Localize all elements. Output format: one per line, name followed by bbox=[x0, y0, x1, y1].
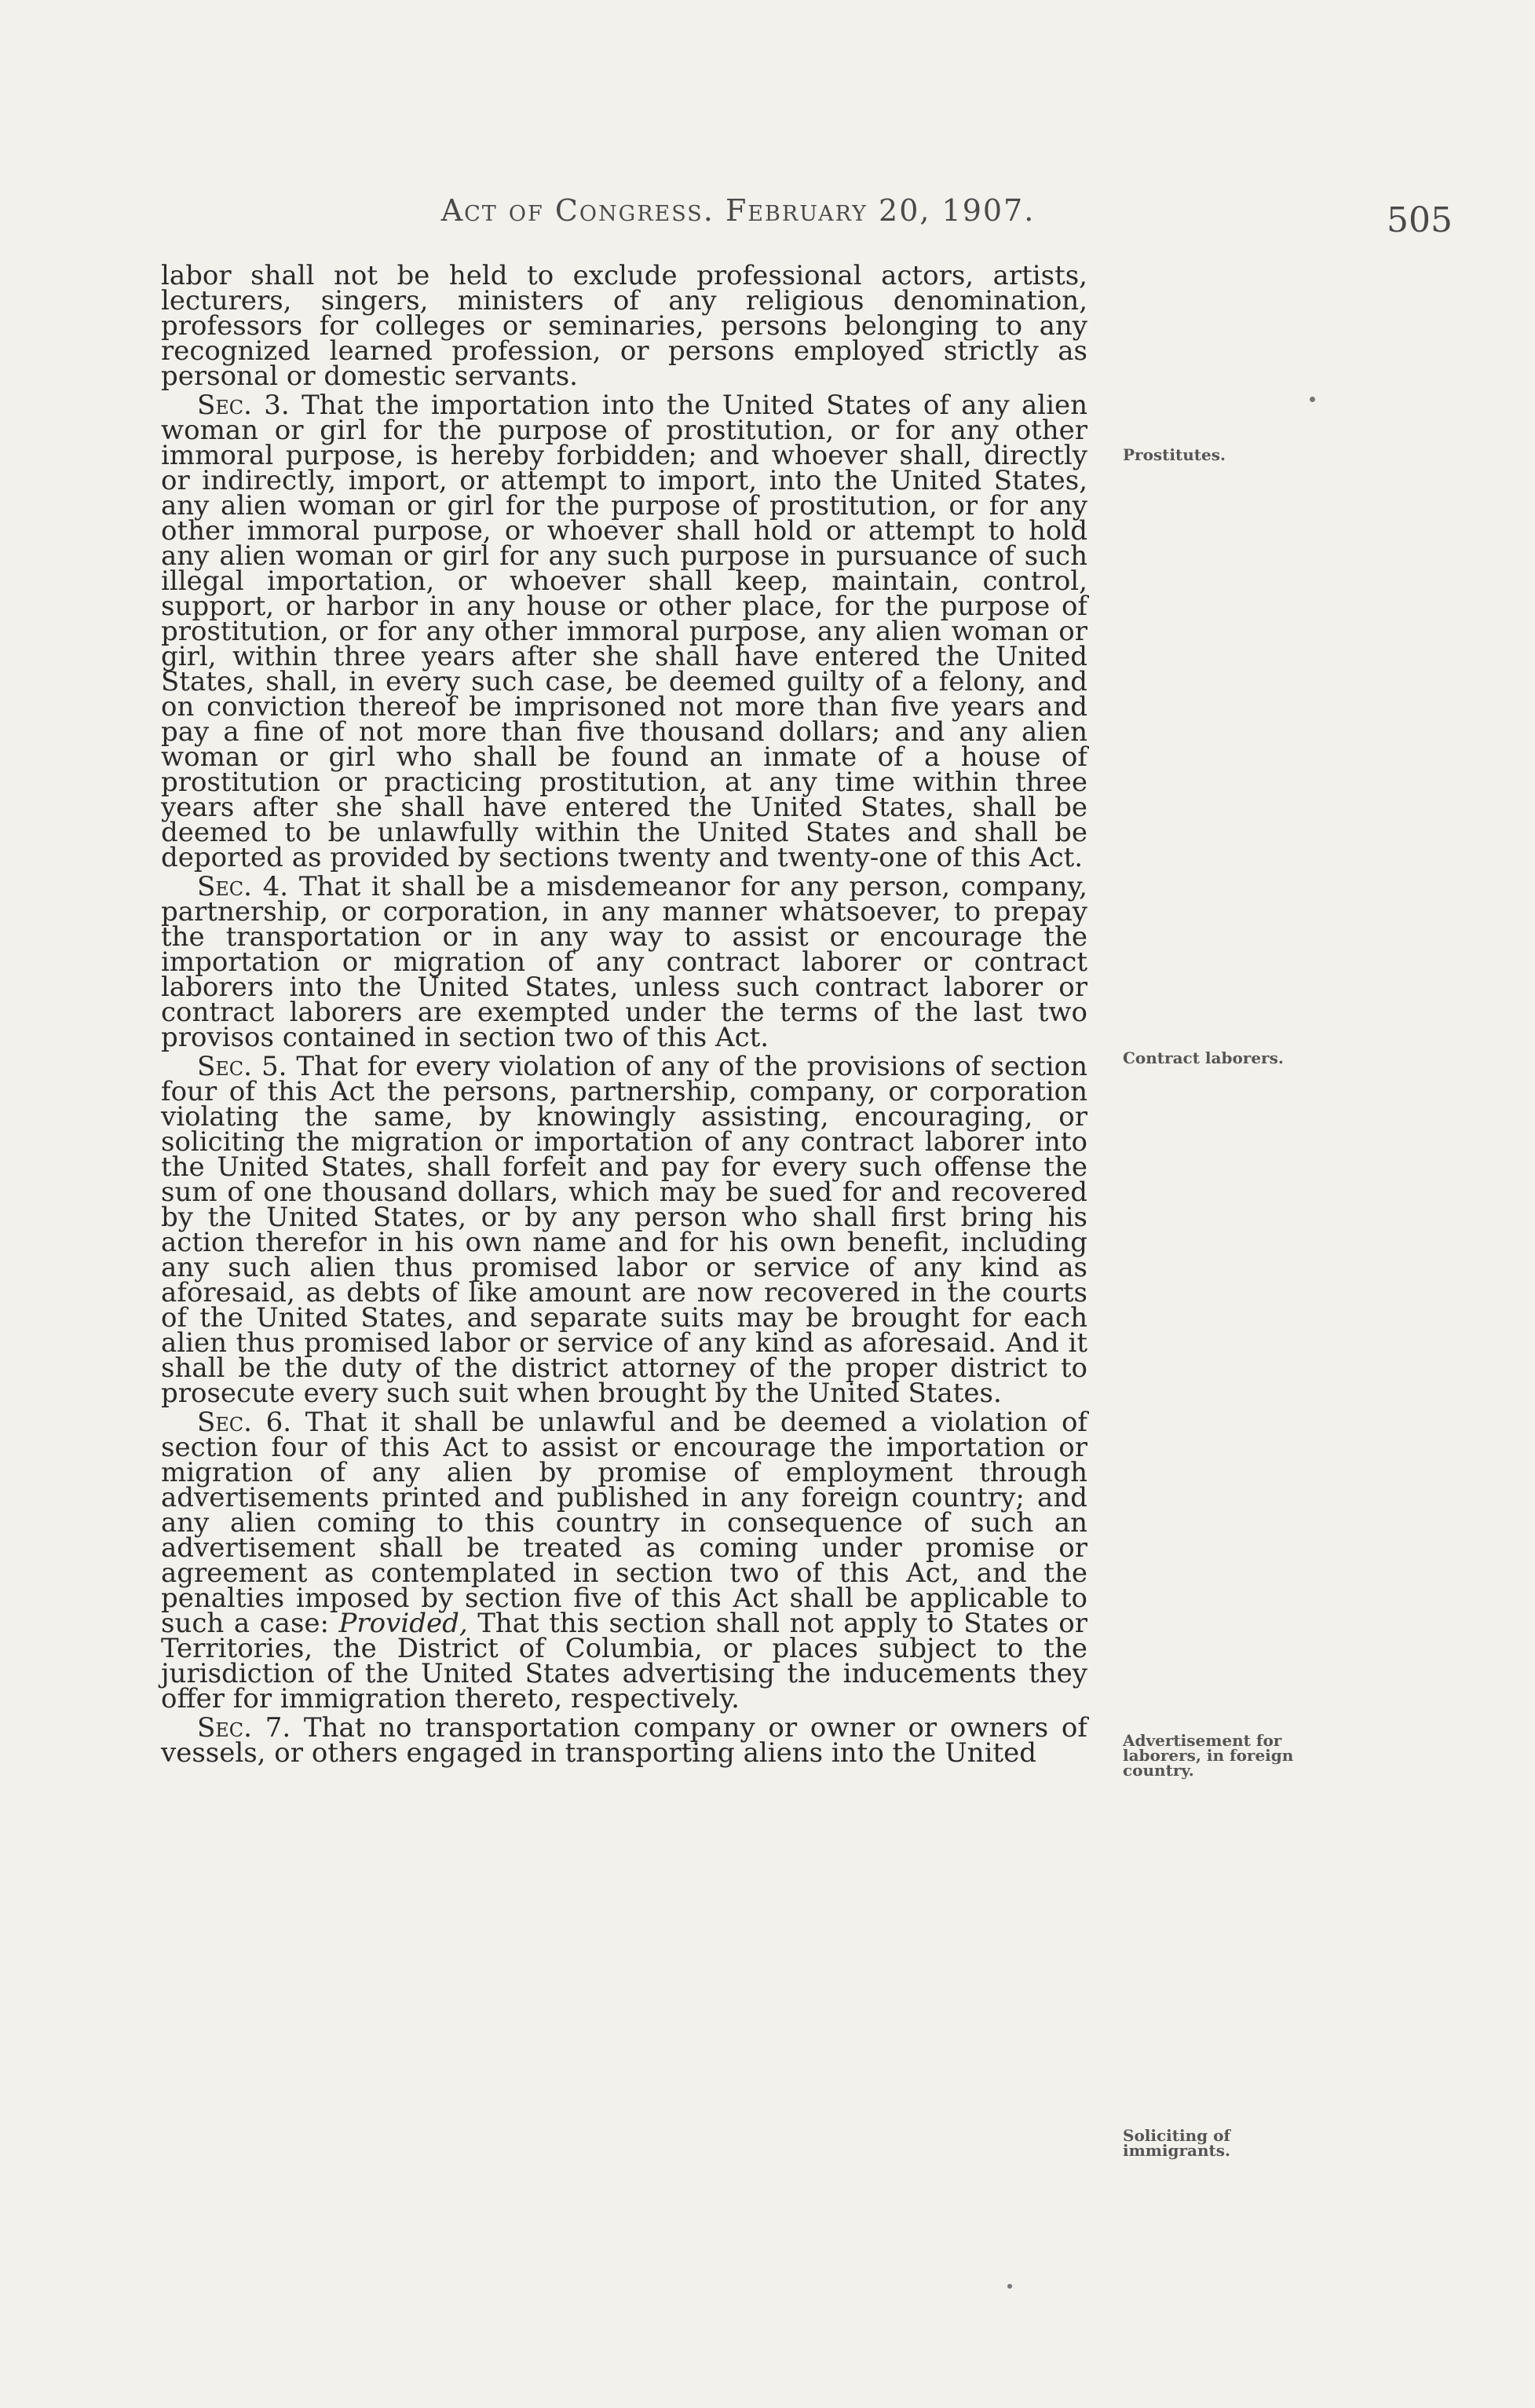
section-heading: Sec. 6. bbox=[197, 1407, 292, 1438]
margin-note-soliciting: Soliciting of immigrants. bbox=[1123, 2126, 1231, 2160]
body-text bbox=[161, 260, 1088, 1769]
margin-note-contract-laborers: Contract laborers. bbox=[1123, 1048, 1284, 1067]
margin-note-advertisement: Advertisement for laborers, in foreign country. bbox=[1123, 1731, 1294, 1780]
running-title: Act of Congress. February 20, 1907. bbox=[440, 193, 1036, 228]
section-4-paragraph bbox=[161, 871, 1087, 1053]
paragraph-text: labor shall not be held to exclude professional actors, artists, lecturers, singers, ministers of any religious denomination, professors for colleges or seminaries, persons belonging to any recognized learned profession, or persons employed strictly as personal or domestic servants. bbox=[161, 260, 1087, 392]
section-3-paragraph bbox=[161, 390, 1088, 873]
paragraph-text: That the importation into the United States of any alien woman or girl for the purpose of prostitution, or for any other immoral purpose, is hereby forbidden; and whoever shall, directly or indirectly, import, or attempt to import, into the United States, any alien woman or girl for the purpose of prostitution, or for any other immoral purpose, or whoever shall hold or attempt to hold any alien woman or girl for any such purpose in pursuance of such illegal importation, or whoever shall keep, maintain, control, support, or harbor in any house or other place, for the purpose of prostitution, or for any other immoral purpose, any alien woman or girl, within three years after she shall have entered the United States, shall, in every such case, be deemed guilty of a felony, and on conviction thereof be imprisoned not more than five years and pay a fine of not more than five thousand dollars; and any alien woman or girl who shall be found an inmate of a house of prostitution or practicing prostitution, at any time within three years after she shall have entered the United States, shall be deemed to be unlawfully within the United States and shall be deported as provided by sections twenty and twenty-one of this Act. bbox=[161, 390, 1088, 873]
section-heading: Sec. 7. bbox=[197, 1712, 291, 1744]
speck-mark bbox=[1007, 2284, 1012, 2289]
paragraph-text: That it shall be unlawful and be deemed a violation of section four of this Act to assist or encourage the importation or migration of any alien by promise of employment through advertisements printed and published in any foreign country; and any alien coming to this country in consequence of such an advertisement shall be treated as coming under promise or agreement as contemplated in section two of this Act, and the penalties imposed by section five of this Act shall be applicable to such a case: bbox=[161, 1407, 1087, 1639]
section-heading: Sec. 3. bbox=[197, 390, 290, 421]
section-5-paragraph bbox=[161, 1051, 1087, 1409]
paragraph-continuation bbox=[161, 260, 1087, 392]
section-7-paragraph bbox=[161, 1712, 1087, 1769]
proviso-italic: Provided, bbox=[338, 1608, 468, 1639]
paragraph-text: That this section shall not apply to States or Territories, the District of Columbia, or places subject to the jurisdiction of the United States advertising the inducements they offer for immigration thereto, respectively. bbox=[161, 1608, 1087, 1715]
margin-note-prostitutes: Prostitutes. bbox=[1123, 445, 1226, 464]
section-heading: Sec. 4. bbox=[197, 871, 289, 902]
paragraph-text: That no transportation company or owner or owners of vessels, or others engaged in transporting aliens into the United bbox=[161, 1712, 1087, 1769]
section-heading: Sec. 5. bbox=[197, 1051, 287, 1082]
paragraph-text: That for every violation of any of the provisions of section four of this Act the persons, partnership, company, or corporation violating the same, by knowingly assisting, encouraging, or soliciting the migration or importation of any contract laborer into the United States, shall forfeit and pay for every such offense the sum of one thousand dollars, which may be sued for and recovered by the United States, or by any person who shall first bring his action therefor in his own name and for his own benefit, including any such alien thus promised labor or service of any kind as aforesaid, as debts of like amount are now recovered in the courts of the United States, and separate suits may be brought for each alien thus promised labor or service of any kind as aforesaid. And it shall be the duty of the district attorney of the proper district to prosecute every such suit when brought by the United States. bbox=[161, 1051, 1087, 1409]
speck-mark bbox=[1310, 397, 1315, 402]
paragraph-text: That it shall be a misdemeanor for any person, company, partnership, or corporation, in any manner whatsoever, to prepay the transportation or in any way to assist or encourage the importation or migration of any contract laborer or contract laborers into the United States, unless such contract laborer or contract laborers are exempted under the terms of the last two provisos contained in section two of this Act. bbox=[161, 871, 1087, 1053]
section-6-paragraph bbox=[161, 1407, 1087, 1715]
page-number: 505 bbox=[1387, 200, 1453, 240]
